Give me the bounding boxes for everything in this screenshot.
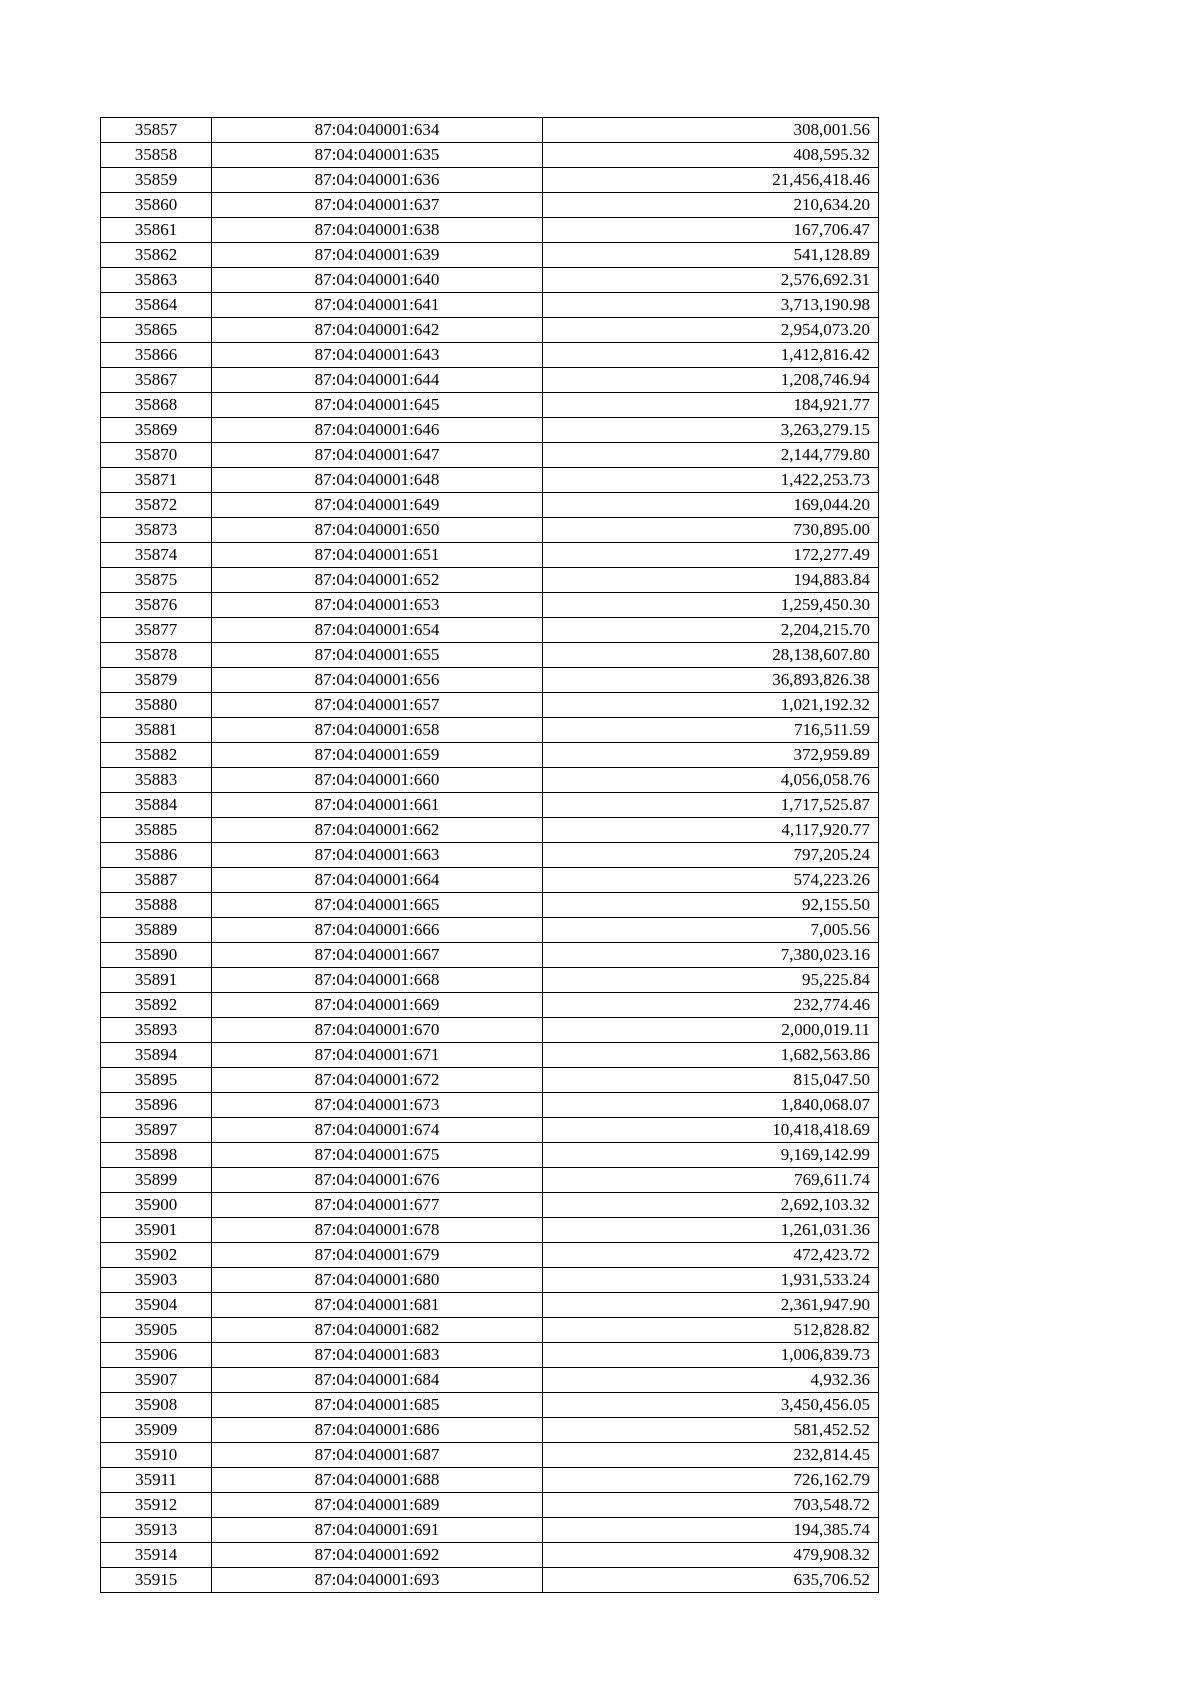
- row-number-cell: 35857: [101, 118, 212, 143]
- cadastral-number-cell: 87:04:040001:639: [212, 243, 543, 268]
- cadastral-number-cell: 87:04:040001:668: [212, 968, 543, 993]
- row-number-cell: 35868: [101, 393, 212, 418]
- cadastral-number-cell: 87:04:040001:638: [212, 218, 543, 243]
- table-row: [101, 618, 879, 643]
- table-row: [101, 1018, 879, 1043]
- value-cell: 3,450,456.05: [543, 1393, 879, 1418]
- table-row: [101, 843, 879, 868]
- table-row: [101, 493, 879, 518]
- row-number-cell: 35870: [101, 443, 212, 468]
- row-number-cell: 35908: [101, 1393, 212, 1418]
- table-row: [101, 168, 879, 193]
- cadastral-number-cell: 87:04:040001:691: [212, 1518, 543, 1543]
- cadastral-number-cell: 87:04:040001:681: [212, 1293, 543, 1318]
- table-row: [101, 193, 879, 218]
- table-row: [101, 718, 879, 743]
- row-number-cell: 35900: [101, 1193, 212, 1218]
- row-number-cell: 35889: [101, 918, 212, 943]
- row-number-cell: 35901: [101, 1218, 212, 1243]
- cadastral-number-cell: 87:04:040001:664: [212, 868, 543, 893]
- value-cell: 92,155.50: [543, 893, 879, 918]
- row-number-cell: 35907: [101, 1368, 212, 1393]
- value-cell: 21,456,418.46: [543, 168, 879, 193]
- table-row: [101, 118, 879, 143]
- table-row: [101, 1193, 879, 1218]
- cadastral-number-cell: 87:04:040001:648: [212, 468, 543, 493]
- row-number-cell: 35892: [101, 993, 212, 1018]
- row-number-cell: 35878: [101, 643, 212, 668]
- value-cell: 2,954,073.20: [543, 318, 879, 343]
- cadastral-number-cell: 87:04:040001:684: [212, 1368, 543, 1393]
- cadastral-number-cell: 87:04:040001:656: [212, 668, 543, 693]
- cadastral-number-cell: 87:04:040001:647: [212, 443, 543, 468]
- cadastral-number-cell: 87:04:040001:636: [212, 168, 543, 193]
- value-cell: 1,208,746.94: [543, 368, 879, 393]
- table-row: [101, 268, 879, 293]
- row-number-cell: 35902: [101, 1243, 212, 1268]
- row-number-cell: 35884: [101, 793, 212, 818]
- table-row: [101, 1143, 879, 1168]
- table-row: [101, 1368, 879, 1393]
- table-row: [101, 1318, 879, 1343]
- table-row: [101, 143, 879, 168]
- table-row: [101, 443, 879, 468]
- row-number-cell: 35864: [101, 293, 212, 318]
- cadastral-number-cell: 87:04:040001:658: [212, 718, 543, 743]
- cadastral-number-cell: 87:04:040001:665: [212, 893, 543, 918]
- row-number-cell: 35875: [101, 568, 212, 593]
- cadastral-number-cell: 87:04:040001:659: [212, 743, 543, 768]
- row-number-cell: 35904: [101, 1293, 212, 1318]
- row-number-cell: 35882: [101, 743, 212, 768]
- table-row: [101, 1243, 879, 1268]
- value-cell: 232,814.45: [543, 1443, 879, 1468]
- table-row: [101, 1543, 879, 1568]
- table-row: [101, 318, 879, 343]
- table-row: [101, 368, 879, 393]
- row-number-cell: 35877: [101, 618, 212, 643]
- table-row: [101, 793, 879, 818]
- row-number-cell: 35862: [101, 243, 212, 268]
- cadastral-number-cell: 87:04:040001:649: [212, 493, 543, 518]
- table-row: [101, 518, 879, 543]
- row-number-cell: 35898: [101, 1143, 212, 1168]
- cadastral-number-cell: 87:04:040001:655: [212, 643, 543, 668]
- value-cell: 308,001.56: [543, 118, 879, 143]
- cadastral-number-cell: 87:04:040001:667: [212, 943, 543, 968]
- row-number-cell: 35865: [101, 318, 212, 343]
- cadastral-number-cell: 87:04:040001:675: [212, 1143, 543, 1168]
- cadastral-number-cell: 87:04:040001:693: [212, 1568, 543, 1593]
- cadastral-number-cell: 87:04:040001:687: [212, 1443, 543, 1468]
- cadastral-number-cell: 87:04:040001:642: [212, 318, 543, 343]
- value-cell: 2,692,103.32: [543, 1193, 879, 1218]
- table-row: [101, 1493, 879, 1518]
- value-cell: 95,225.84: [543, 968, 879, 993]
- table-row: [101, 1218, 879, 1243]
- row-number-cell: 35891: [101, 968, 212, 993]
- row-number-cell: 35893: [101, 1018, 212, 1043]
- table-body: [101, 118, 879, 1593]
- table-row: [101, 1343, 879, 1368]
- table-row: [101, 1093, 879, 1118]
- cadastral-number-cell: 87:04:040001:646: [212, 418, 543, 443]
- table-row: [101, 818, 879, 843]
- row-number-cell: 35859: [101, 168, 212, 193]
- cadastral-number-cell: 87:04:040001:689: [212, 1493, 543, 1518]
- table-row: [101, 943, 879, 968]
- row-number-cell: 35910: [101, 1443, 212, 1468]
- value-cell: 703,548.72: [543, 1493, 879, 1518]
- cadastral-number-cell: 87:04:040001:634: [212, 118, 543, 143]
- table-row: [101, 293, 879, 318]
- value-cell: 1,021,192.32: [543, 693, 879, 718]
- value-cell: 2,144,779.80: [543, 443, 879, 468]
- value-cell: 716,511.59: [543, 718, 879, 743]
- value-cell: 194,385.74: [543, 1518, 879, 1543]
- table-row: [101, 343, 879, 368]
- value-cell: 1,931,533.24: [543, 1268, 879, 1293]
- row-number-cell: 35866: [101, 343, 212, 368]
- cadastral-number-cell: 87:04:040001:635: [212, 143, 543, 168]
- value-cell: 1,412,816.42: [543, 343, 879, 368]
- row-number-cell: 35873: [101, 518, 212, 543]
- value-cell: 232,774.46: [543, 993, 879, 1018]
- row-number-cell: 35909: [101, 1418, 212, 1443]
- cadastral-number-cell: 87:04:040001:657: [212, 693, 543, 718]
- row-number-cell: 35913: [101, 1518, 212, 1543]
- row-number-cell: 35886: [101, 843, 212, 868]
- value-cell: 2,204,215.70: [543, 618, 879, 643]
- row-number-cell: 35903: [101, 1268, 212, 1293]
- table-row: [101, 643, 879, 668]
- table-row: [101, 468, 879, 493]
- cadastral-number-cell: 87:04:040001:676: [212, 1168, 543, 1193]
- value-cell: 9,169,142.99: [543, 1143, 879, 1168]
- value-cell: 4,117,920.77: [543, 818, 879, 843]
- table-row: [101, 993, 879, 1018]
- table-row: [101, 1293, 879, 1318]
- cadastral-number-cell: 87:04:040001:663: [212, 843, 543, 868]
- value-cell: 730,895.00: [543, 518, 879, 543]
- value-cell: 167,706.47: [543, 218, 879, 243]
- cadastral-number-cell: 87:04:040001:683: [212, 1343, 543, 1368]
- cadastral-value-table: [100, 117, 879, 1593]
- table-row: [101, 1268, 879, 1293]
- table-row: [101, 1168, 879, 1193]
- row-number-cell: 35871: [101, 468, 212, 493]
- row-number-cell: 35876: [101, 593, 212, 618]
- row-number-cell: 35858: [101, 143, 212, 168]
- cadastral-number-cell: 87:04:040001:652: [212, 568, 543, 593]
- cadastral-number-cell: 87:04:040001:669: [212, 993, 543, 1018]
- cadastral-number-cell: 87:04:040001:653: [212, 593, 543, 618]
- value-cell: 1,006,839.73: [543, 1343, 879, 1368]
- row-number-cell: 35887: [101, 868, 212, 893]
- value-cell: 1,840,068.07: [543, 1093, 879, 1118]
- value-cell: 169,044.20: [543, 493, 879, 518]
- value-cell: 7,380,023.16: [543, 943, 879, 968]
- row-number-cell: 35911: [101, 1468, 212, 1493]
- row-number-cell: 35905: [101, 1318, 212, 1343]
- value-cell: 472,423.72: [543, 1243, 879, 1268]
- value-cell: 1,717,525.87: [543, 793, 879, 818]
- row-number-cell: 35914: [101, 1543, 212, 1568]
- cadastral-number-cell: 87:04:040001:641: [212, 293, 543, 318]
- cadastral-number-cell: 87:04:040001:686: [212, 1418, 543, 1443]
- row-number-cell: 35906: [101, 1343, 212, 1368]
- value-cell: 1,422,253.73: [543, 468, 879, 493]
- table-row: [101, 1068, 879, 1093]
- value-cell: 4,056,058.76: [543, 768, 879, 793]
- cadastral-number-cell: 87:04:040001:672: [212, 1068, 543, 1093]
- row-number-cell: 35860: [101, 193, 212, 218]
- value-cell: 815,047.50: [543, 1068, 879, 1093]
- value-cell: 4,932.36: [543, 1368, 879, 1393]
- cadastral-number-cell: 87:04:040001:660: [212, 768, 543, 793]
- table-row: [101, 893, 879, 918]
- table-row: [101, 868, 879, 893]
- value-cell: 479,908.32: [543, 1543, 879, 1568]
- row-number-cell: 35915: [101, 1568, 212, 1593]
- value-cell: 3,713,190.98: [543, 293, 879, 318]
- value-cell: 1,261,031.36: [543, 1218, 879, 1243]
- value-cell: 635,706.52: [543, 1568, 879, 1593]
- row-number-cell: 35896: [101, 1093, 212, 1118]
- cadastral-number-cell: 87:04:040001:685: [212, 1393, 543, 1418]
- value-cell: 194,883.84: [543, 568, 879, 593]
- table-row: [101, 393, 879, 418]
- value-cell: 581,452.52: [543, 1418, 879, 1443]
- cadastral-number-cell: 87:04:040001:661: [212, 793, 543, 818]
- cadastral-number-cell: 87:04:040001:662: [212, 818, 543, 843]
- cadastral-number-cell: 87:04:040001:650: [212, 518, 543, 543]
- cadastral-number-cell: 87:04:040001:644: [212, 368, 543, 393]
- value-cell: 726,162.79: [543, 1468, 879, 1493]
- cadastral-number-cell: 87:04:040001:679: [212, 1243, 543, 1268]
- table-row: [101, 593, 879, 618]
- value-cell: 797,205.24: [543, 843, 879, 868]
- cadastral-number-cell: 87:04:040001:670: [212, 1018, 543, 1043]
- table-row: [101, 1418, 879, 1443]
- table-row: [101, 768, 879, 793]
- row-number-cell: 35912: [101, 1493, 212, 1518]
- cadastral-number-cell: 87:04:040001:688: [212, 1468, 543, 1493]
- row-number-cell: 35872: [101, 493, 212, 518]
- value-cell: 1,682,563.86: [543, 1043, 879, 1068]
- row-number-cell: 35881: [101, 718, 212, 743]
- cadastral-number-cell: 87:04:040001:637: [212, 193, 543, 218]
- cadastral-number-cell: 87:04:040001:674: [212, 1118, 543, 1143]
- table-row: [101, 693, 879, 718]
- table-row: [101, 968, 879, 993]
- table-row: [101, 743, 879, 768]
- row-number-cell: 35883: [101, 768, 212, 793]
- table-row: [101, 418, 879, 443]
- cadastral-number-cell: 87:04:040001:680: [212, 1268, 543, 1293]
- row-number-cell: 35863: [101, 268, 212, 293]
- table-row: [101, 1118, 879, 1143]
- table-row: [101, 1043, 879, 1068]
- cadastral-number-cell: 87:04:040001:645: [212, 393, 543, 418]
- value-cell: 10,418,418.69: [543, 1118, 879, 1143]
- cadastral-number-cell: 87:04:040001:666: [212, 918, 543, 943]
- value-cell: 28,138,607.80: [543, 643, 879, 668]
- value-cell: 2,000,019.11: [543, 1018, 879, 1043]
- row-number-cell: 35874: [101, 543, 212, 568]
- cadastral-number-cell: 87:04:040001:671: [212, 1043, 543, 1068]
- cadastral-number-cell: 87:04:040001:673: [212, 1093, 543, 1118]
- table-row: [101, 1568, 879, 1593]
- cadastral-number-cell: 87:04:040001:651: [212, 543, 543, 568]
- value-cell: 372,959.89: [543, 743, 879, 768]
- row-number-cell: 35895: [101, 1068, 212, 1093]
- table-row: [101, 218, 879, 243]
- cadastral-number-cell: 87:04:040001:654: [212, 618, 543, 643]
- table-row: [101, 243, 879, 268]
- row-number-cell: 35890: [101, 943, 212, 968]
- row-number-cell: 35899: [101, 1168, 212, 1193]
- value-cell: 512,828.82: [543, 1318, 879, 1343]
- value-cell: 3,263,279.15: [543, 418, 879, 443]
- row-number-cell: 35897: [101, 1118, 212, 1143]
- value-cell: 7,005.56: [543, 918, 879, 943]
- cadastral-number-cell: 87:04:040001:640: [212, 268, 543, 293]
- value-cell: 574,223.26: [543, 868, 879, 893]
- value-cell: 408,595.32: [543, 143, 879, 168]
- value-cell: 184,921.77: [543, 393, 879, 418]
- row-number-cell: 35894: [101, 1043, 212, 1068]
- table-row: [101, 1518, 879, 1543]
- value-cell: 2,361,947.90: [543, 1293, 879, 1318]
- table-row: [101, 918, 879, 943]
- row-number-cell: 35867: [101, 368, 212, 393]
- row-number-cell: 35861: [101, 218, 212, 243]
- row-number-cell: 35879: [101, 668, 212, 693]
- cadastral-number-cell: 87:04:040001:643: [212, 343, 543, 368]
- table-row: [101, 568, 879, 593]
- table-row: [101, 1468, 879, 1493]
- value-cell: 36,893,826.38: [543, 668, 879, 693]
- cadastral-number-cell: 87:04:040001:677: [212, 1193, 543, 1218]
- table-row: [101, 668, 879, 693]
- value-cell: 769,611.74: [543, 1168, 879, 1193]
- table-row: [101, 1443, 879, 1468]
- cadastral-number-cell: 87:04:040001:692: [212, 1543, 543, 1568]
- value-cell: 2,576,692.31: [543, 268, 879, 293]
- row-number-cell: 35888: [101, 893, 212, 918]
- cadastral-number-cell: 87:04:040001:678: [212, 1218, 543, 1243]
- value-cell: 210,634.20: [543, 193, 879, 218]
- row-number-cell: 35880: [101, 693, 212, 718]
- table-row: [101, 1393, 879, 1418]
- value-cell: 172,277.49: [543, 543, 879, 568]
- value-cell: 541,128.89: [543, 243, 879, 268]
- cadastral-number-cell: 87:04:040001:682: [212, 1318, 543, 1343]
- value-cell: 1,259,450.30: [543, 593, 879, 618]
- table-row: [101, 543, 879, 568]
- row-number-cell: 35869: [101, 418, 212, 443]
- row-number-cell: 35885: [101, 818, 212, 843]
